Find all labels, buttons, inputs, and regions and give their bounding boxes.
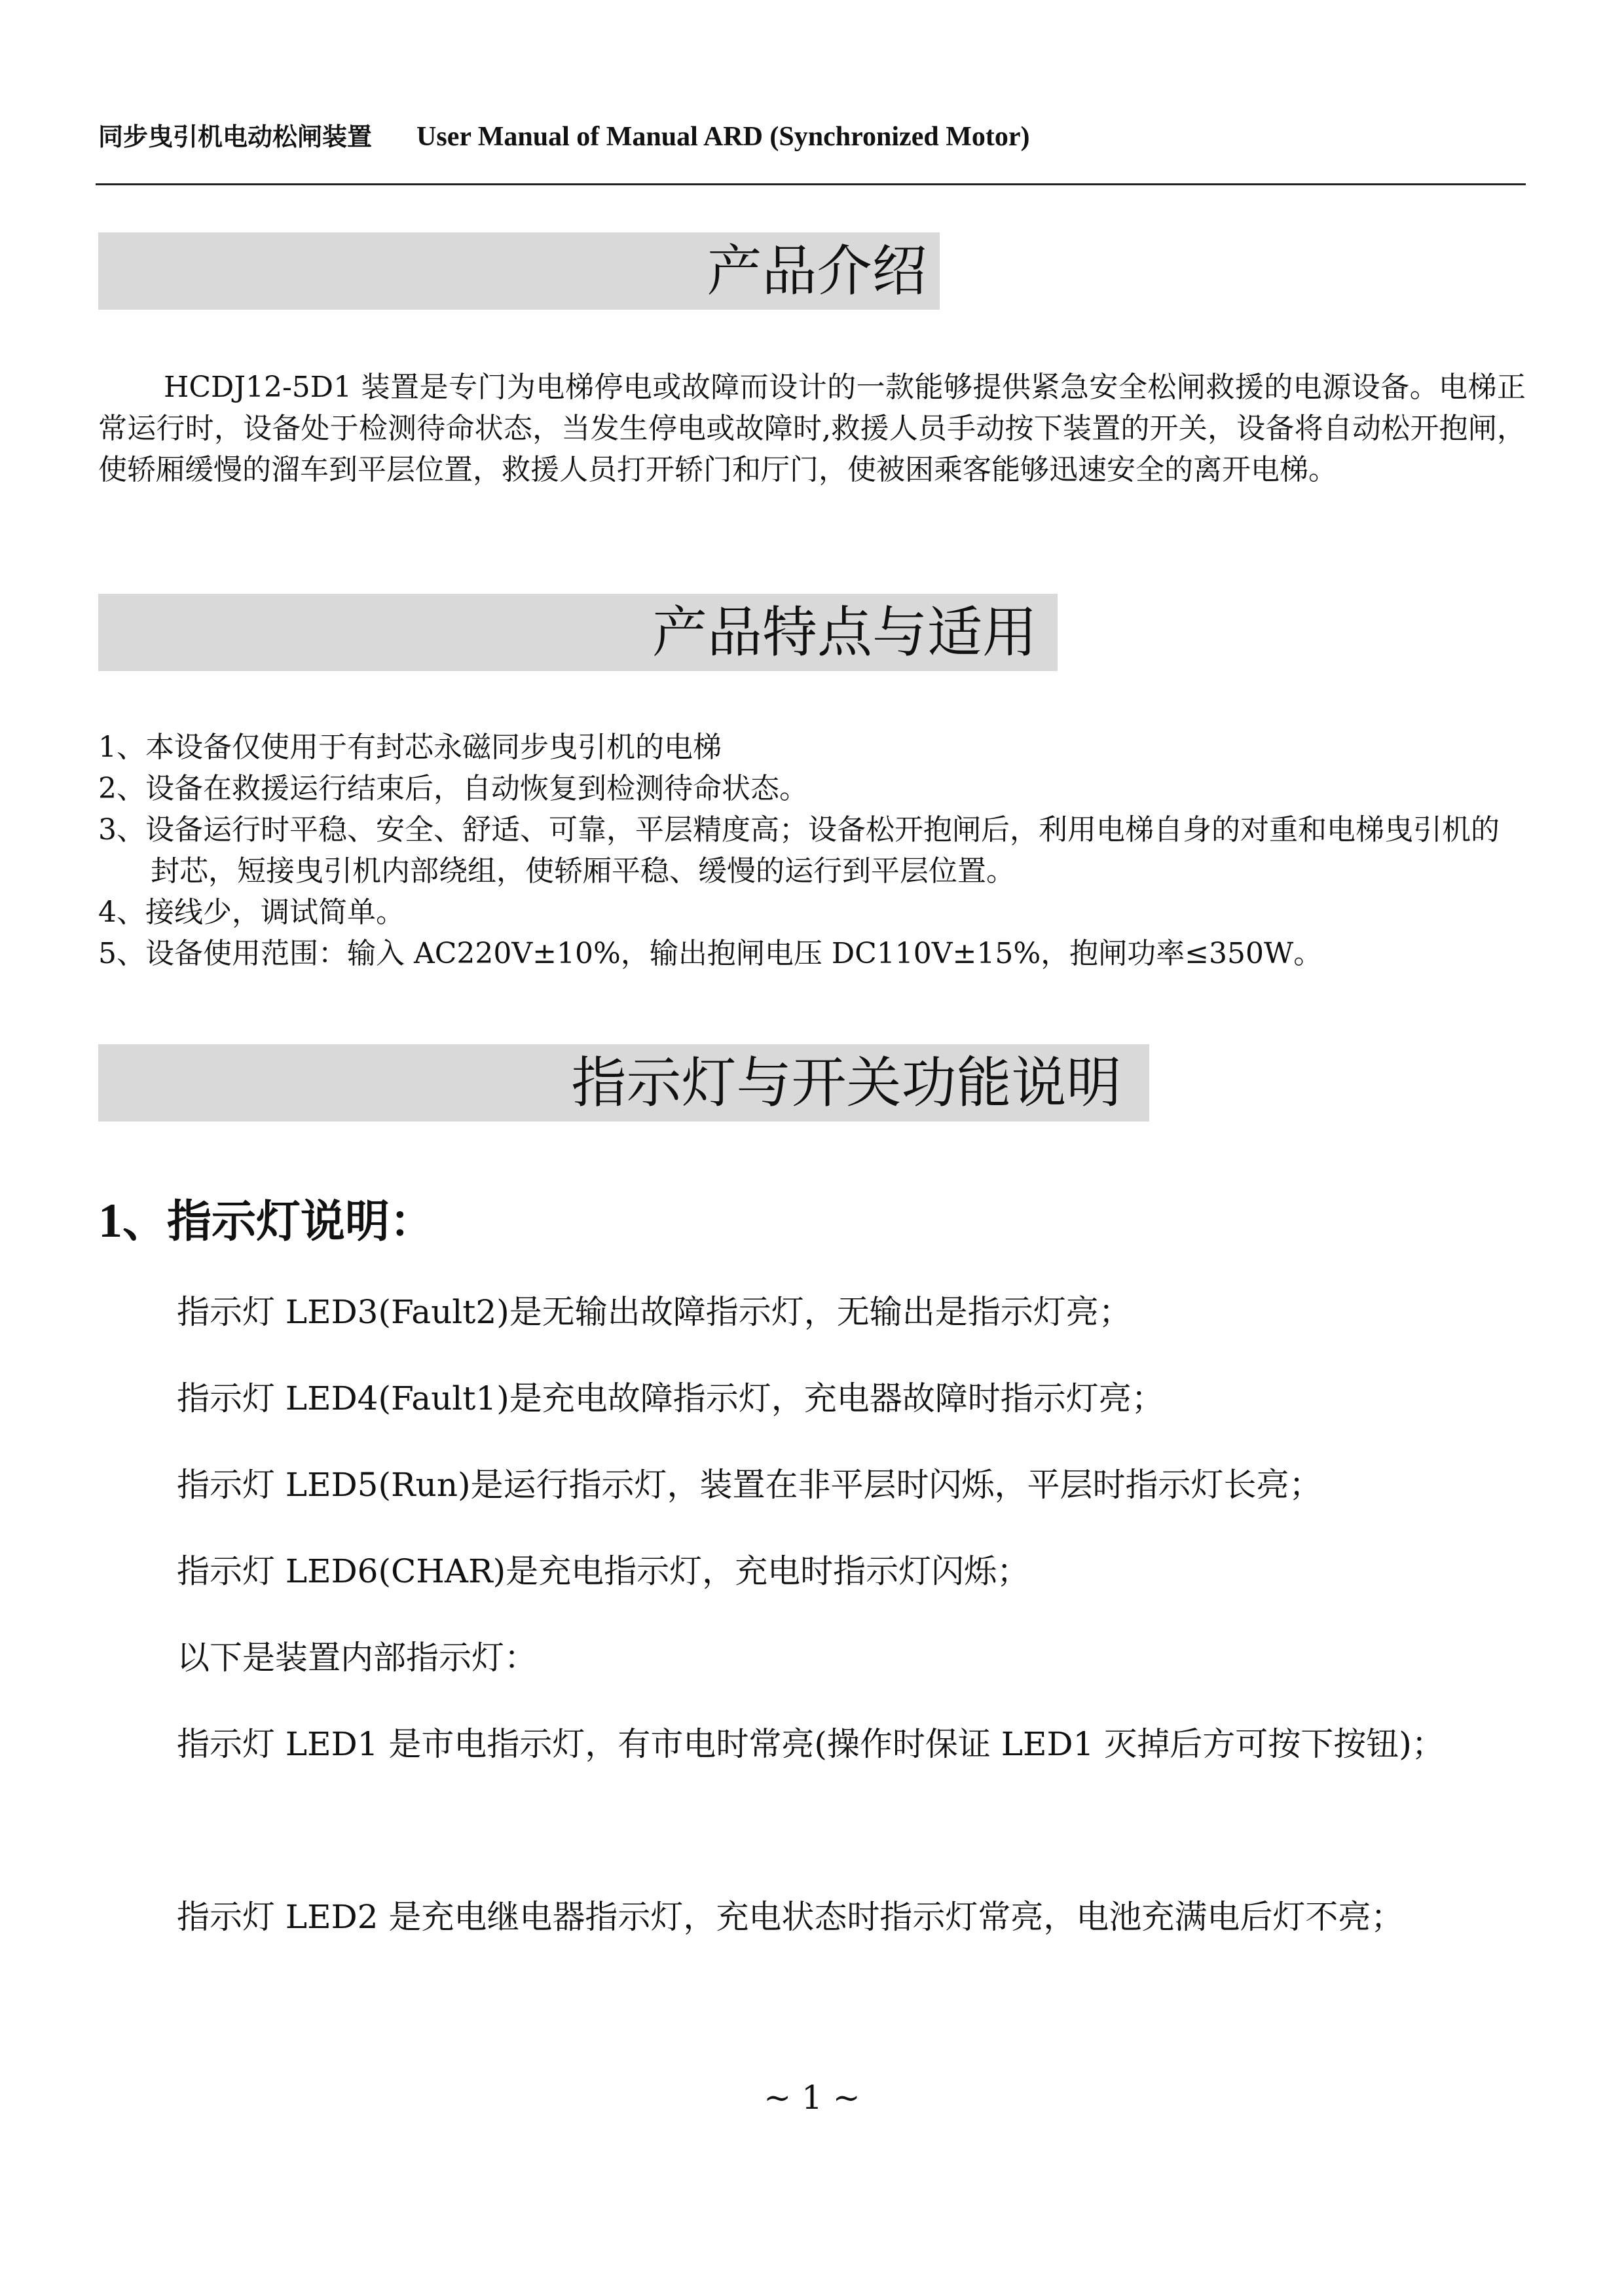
section-band-indicators — [98, 1044, 1149, 1121]
internal-indicators-intro: 以下是装置内部指示灯： — [177, 1639, 537, 1677]
led5-description: 指示灯 LED5(Run)是运行指示灯，装置在非平层时闪烁，平层时指示灯长亮； — [177, 1466, 1322, 1504]
feature-item: 3、设备运行时平稳、安全、舒适、可靠，平层精度高；设备松开抱闸后，利用电梯自身的对重和电梯曳引机的封芯，短接曳引机内部绕组，使轿厢平稳、缓慢的运行到平层位置。 — [98, 813, 1500, 888]
header-divider — [96, 183, 1526, 185]
feature-item: 2、设备在救援运行结束后，自动恢复到检测待命状态。 — [98, 772, 808, 805]
feature-item: 4、接线少，调试简单。 — [98, 896, 405, 929]
led1-description: 指示灯 LED1 是市电指示灯，有市电时常亮(操作时保证 LED1 灭掉后方可按下按钮)； — [177, 1725, 1445, 1763]
section-title-indicators: 指示灯与开关功能说明 — [571, 1051, 1122, 1115]
subheading-number: 1 — [98, 1194, 122, 1248]
section-band-features — [98, 594, 1058, 671]
led3-description: 指示灯 LED3(Fault2)是无输出故障指示灯，无输出是指示灯亮； — [177, 1293, 1132, 1331]
led6-description: 指示灯 LED6(CHAR)是充电指示灯，充电时指示灯闪烁； — [177, 1552, 1030, 1590]
feature-item: 1、本设备仅使用于有封芯永磁同步曳引机的电梯 — [98, 731, 722, 764]
section-title-features: 产品特点与适用 — [652, 600, 1037, 665]
section-title-intro: 产品介绍 — [707, 239, 927, 303]
feature-item: 5、设备使用范围：输入 AC220V±10%，输出抱闸电压 DC110V±15%，抱闸功率≤350W。 — [98, 937, 1323, 970]
header-title-en: User Manual of Manual ARD (Synchronized Motor) — [416, 122, 1030, 152]
led2-description: 指示灯 LED2 是充电继电器指示灯，充电状态时指示灯常亮，电池充满电后灯不亮； — [177, 1898, 1404, 1936]
intro-paragraph: HCDJ12-5D1 装置是专门为电梯停电或故障而设计的一款能够提供紧急安全松闸救援的电源设备。电梯正常运行时，设备处于检测待命状态，当发生停电或故障时,救援人员手动按下装置的开关，设备将自动松开抱闸，使轿厢缓慢的溜车到平层位置，救援人员打开轿门和厅门，使被困乘客能够迅速安全的离开电梯。 — [98, 371, 1526, 486]
feature-list — [98, 727, 1526, 974]
header-title-cn: 同步曳引机电动松闸装置 — [98, 122, 373, 151]
indicator-subheading — [98, 1192, 434, 1252]
section-band-intro — [98, 232, 940, 310]
page-header — [98, 117, 1526, 156]
led4-description: 指示灯 LED4(Fault1)是充电故障指示灯，充电器故障时指示灯亮； — [177, 1379, 1164, 1417]
subheading-text: 、指示灯说明： — [122, 1196, 435, 1248]
page-number: ~ 1 ~ — [764, 2079, 860, 2117]
